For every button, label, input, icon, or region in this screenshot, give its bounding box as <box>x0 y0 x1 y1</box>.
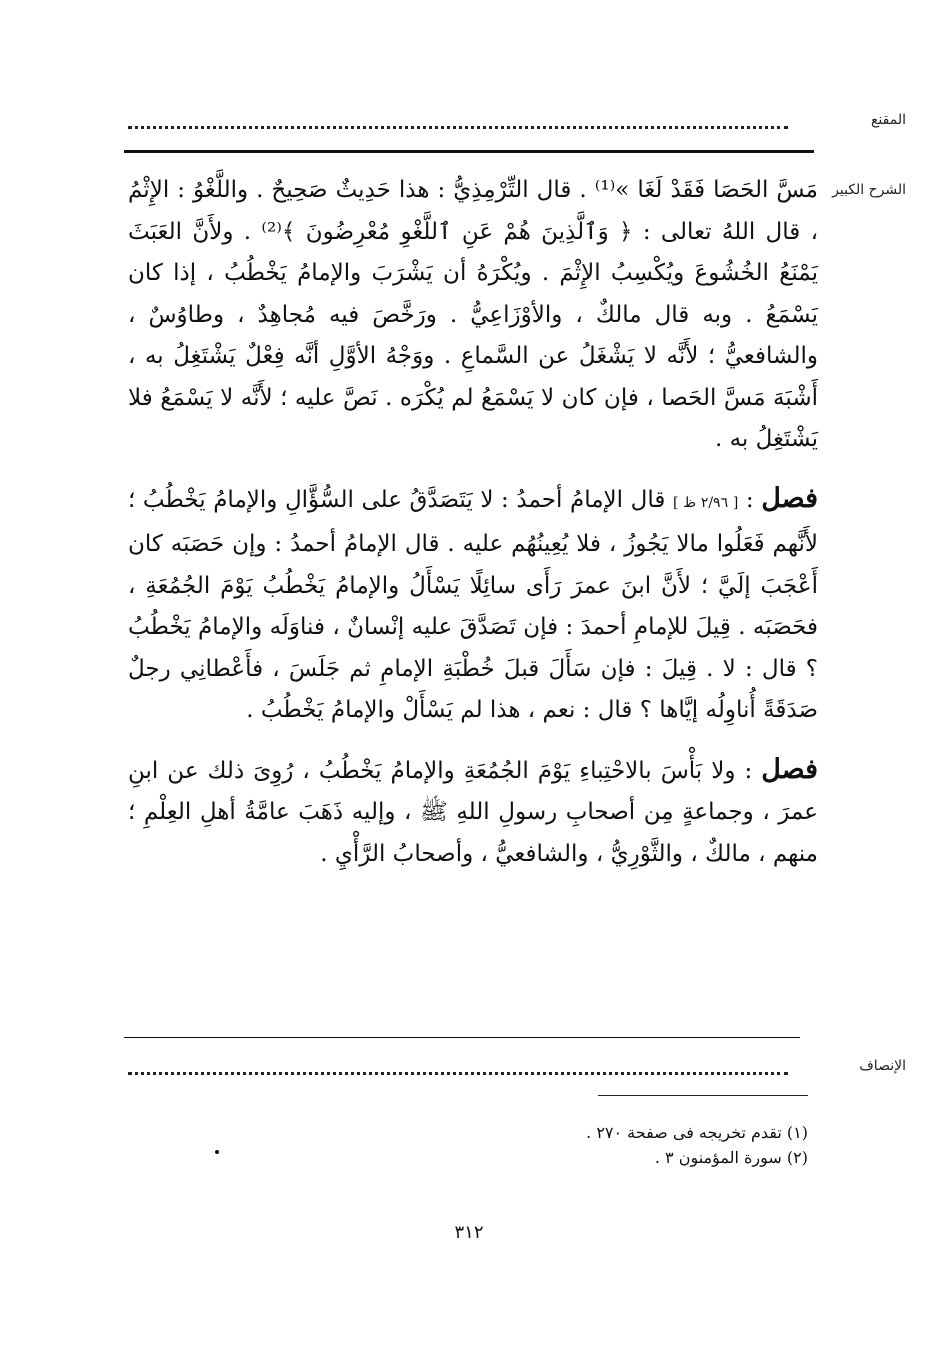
footnote-1: (١) تقدم تخريجه فى صفحة ٢٧٠ . <box>586 1123 808 1142</box>
insaf-rule <box>124 1037 800 1038</box>
footnote-2: (٢) سورة المؤمنون ٣ . <box>654 1148 808 1167</box>
page-number: ٣١٢ <box>454 1222 484 1243</box>
footnote-rule <box>598 1095 808 1096</box>
ink-speck <box>215 1150 219 1154</box>
paragraph-3 <box>128 749 818 876</box>
fasl-heading: فصل <box>761 482 819 514</box>
folio-marker: [ ٢/٩٦ ظ ] <box>672 494 739 511</box>
section-rule <box>124 150 814 153</box>
muqni-label: المقنع <box>870 112 906 128</box>
insaf-label: الإنصاف <box>859 1058 906 1074</box>
sharh-label: الشرح الكبير <box>832 182 906 198</box>
fasl-heading: فصل <box>761 753 818 785</box>
insaf-dotted-line <box>128 1058 788 1075</box>
paragraph-2-text: قال الإمامُ أحمدُ : لا يَتَصَدَّقُ على السُّؤَّالِ والإمامُ يَخْطُبُ ؛ لأَنَّهم فَعَلُوا مالا يَجُوزُ ، فلا يُعِينُهُم عليه . قال الإمامُ أحمدُ : وإن حَصَبَه كان أَعْجَبَ إلَيَّ ؛ لأَنَّ ابنَ عمرَ رَأَى سائِلًا يَسْأَلُ والإمامُ يَخْطُبُ يَوْمَ الجُمُعَةِ ، فحَصَبَه . قِيلَ للإمامِ أحمدَ : فإن تَصَدَّقَ عليه إنْسانٌ ، فناوَلَه والإمامُ يَخْطُبُ ؟ قال : لا . قِيلَ : فإن سَأَلَ قبلَ خُطْبَةِ الإمامِ ثم جَلَسَ ، فأَعْطانِي رجلٌ صَدَقَةً أُناوِلُه إيَّاها ؟ قال : نعم ، هذا لم يَسْأَلْ والإمامُ يَخْطُبُ . <box>128 486 818 723</box>
muqni-dotted-line <box>128 112 788 129</box>
paragraph-2: فصل : [ ٢/٩٦ ظ ] قال الإمامُ أحمدُ : لا يَتَصَدَّقُ على السُّؤَّالِ والإمامُ يَخْطُبُ ؛ لأَنَّهم فَعَلُوا مالا يَجُوزُ ، فلا يُعِينُهُم عليه . قال الإمامُ أحمدُ : وإن حَصَبَه كان أَعْجَبَ إلَيَّ ؛ لأَنَّ ابنَ عمرَ رَأَى سائِلًا يَسْأَلُ والإمامُ يَخْطُبُ يَوْمَ الجُمُعَةِ ، فحَصَبَه . قِيلَ للإمامِ أحمدَ : فإن تَصَدَّقَ عليه إنْسانٌ ، فناوَلَه والإمامُ يَخْطُبُ ؟ قال : لا . قِيلَ : فإن سَأَلَ قبلَ خُطْبَةِ الإمامِ ثم جَلَسَ ، فأَعْطانِي رجلٌ صَدَقَةً أُناوِلُه إيَّاها ؟ قال : نعم ، هذا لم يَسْأَلْ والإمامُ يَخْطُبُ . <box>128 482 819 723</box>
sharh-body <box>128 170 818 892</box>
paragraph-3-text: : ولا بَأْسَ بالاحْتِباءِ يَوْمَ الجُمُعَةِ والإمامُ يَخْطُبُ ، رُوِىَ ذلك عن ابنِ عمرَ ، وجماعةٍ مِن أصحابِ رسولِ اللهِ ﷺ ، وإليه ذَهَبَ عامَّةُ أهلِ العِلْمِ ؛ منهم ، مالكٌ ، والثَّوْرِيُّ ، والشافعيُّ ، وأصحابُ الرَّأْيِ . <box>128 757 818 867</box>
paragraph-1: مَسَّ الحَصَا فَقَدْ لَغَا »⁽¹⁾ . قال التِّرْمِذِيُّ : هذا حَدِيثٌ صَحِيحٌ . واللَّغْوُ : الإِثْمُ ، قال اللهُ تعالى : ﴿ وَٱلَّذِينَ هُمْ عَنِ ٱللَّغْوِ مُعْرِضُونَ ﴾⁽²⁾ . ولأَنَّ العَبَثَ يَمْنَعُ الخُشُوعَ ويُكْسِبُ الإِثْمَ . ويُكْرَهُ أن يَشْرَبَ والإمامُ يَخْطُبُ ، إذا كان يَسْمَعُ . وبه قال مالكٌ ، والأوْزَاعِيُّ . ورَخَّصَ فيه مُجاهِدٌ ، وطاوُسٌ ، والشافعيُّ ؛ لأَنَّه لا يَشْغَلُ عن السَّماعِ . ووَجْهُ الأوَّلِ أنَّه فِعْلٌ يَشْتَغِلُ به ، أَشْبَهَ مَسَّ الحَصا ، فإن كان لا يَسْمَعُ لم يُكْرَه . نَصَّ عليه ؛ لأَنَّه لا يَسْمَعُ فلا يَشْتَغِلُ به . <box>128 177 819 452</box>
footnotes <box>128 1120 808 1170</box>
